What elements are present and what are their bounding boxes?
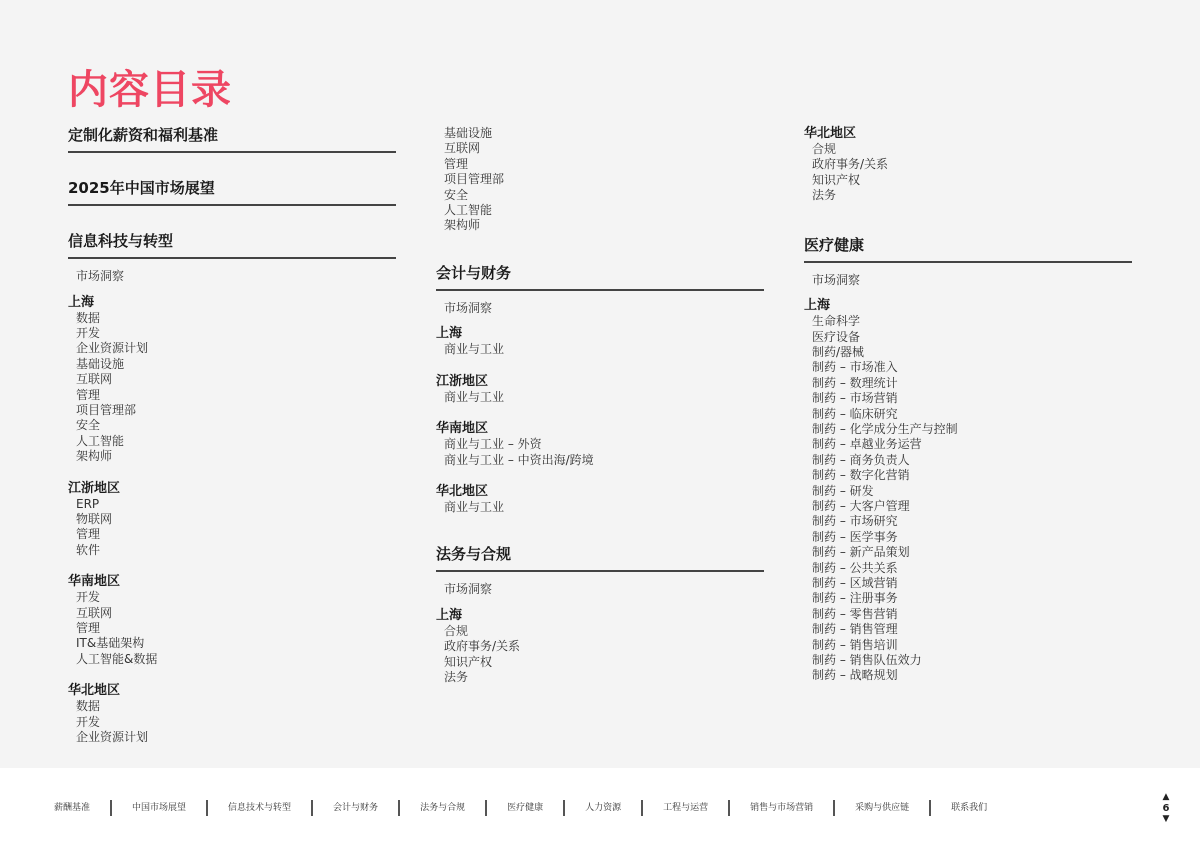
toc-link-item[interactable]: 制药 – 零售营销	[812, 606, 898, 621]
toc-link-item[interactable]: 互联网	[444, 141, 481, 156]
toc-link-item[interactable]: ERP	[76, 496, 100, 511]
footer-nav-link[interactable]: 法务与合规	[400, 800, 487, 816]
section-heading-it[interactable]: 信息科技与转型	[68, 232, 396, 259]
toc-link-market-insight[interactable]: 市场洞察	[444, 300, 493, 315]
page-title: 内容目录	[68, 67, 232, 113]
toc-link-market-insight[interactable]: 市场洞察	[444, 582, 493, 597]
toc-link-item[interactable]: 项目管理部	[444, 172, 505, 187]
footer-nav-link[interactable]: 人力资源	[565, 800, 643, 816]
toc-link-item[interactable]: 架构师	[76, 449, 113, 464]
footer-nav-link[interactable]: 薪酬基准	[34, 800, 112, 816]
region-group	[68, 295, 396, 465]
toc-link-item[interactable]: 商业与工业	[444, 499, 505, 514]
section-heading-accounting[interactable]: 会计与财务	[436, 264, 764, 291]
toc-link-item[interactable]: 制药 – 销售管理	[812, 622, 898, 637]
toc-link-item[interactable]: 制药 – 销售培训	[812, 637, 898, 652]
footer-nav-link[interactable]: 联系我们	[951, 803, 988, 813]
toc-link-item[interactable]: 法务	[812, 188, 837, 203]
toc-link-item[interactable]: 架构师	[444, 218, 481, 233]
region-group	[436, 374, 764, 405]
region-heading: 华南地区	[68, 574, 121, 590]
toc-link-item[interactable]: 数据	[76, 310, 101, 325]
toc-link-item[interactable]: 医疗设备	[812, 329, 861, 344]
page-number: 6	[1162, 803, 1170, 814]
toc-link-item[interactable]: 制药 – 战略规划	[812, 668, 898, 683]
footer-nav-link[interactable]: 工程与运营	[643, 800, 730, 816]
toc-link-item[interactable]: 项目管理部	[76, 402, 137, 417]
toc-link-item[interactable]: 制药 – 新产品策划	[812, 545, 910, 560]
toc-link-item[interactable]: 制药 – 市场营销	[812, 391, 898, 406]
toc-link-item[interactable]: 企业资源计划	[76, 341, 149, 356]
footer-nav-link[interactable]: 销售与市场营销	[730, 800, 835, 816]
region-group	[804, 298, 1132, 684]
region-group	[436, 484, 764, 515]
toc-link-item[interactable]: 制药 – 数字化营销	[812, 468, 910, 483]
region-heading: 江浙地区	[436, 373, 489, 389]
region-heading: 上海	[436, 326, 463, 342]
footer-nav	[34, 800, 1007, 816]
toc-link-item[interactable]: 软件	[76, 542, 101, 557]
section-heading-outlook[interactable]: 2025年中国市场展望	[68, 179, 396, 206]
toc-link-item[interactable]: 开发	[76, 714, 101, 729]
region-heading: 江浙地区	[68, 480, 121, 496]
toc-link-item[interactable]: 管理	[76, 387, 101, 402]
toc-link-item[interactable]: 制药 – 区域营销	[812, 576, 898, 591]
toc-link-item[interactable]: 商业与工业	[444, 389, 505, 404]
page-pager	[1158, 792, 1174, 825]
toc-link-item[interactable]: IT&基础架构	[76, 636, 145, 651]
toc-link-item[interactable]: 制药 – 化学成分生产与控制	[812, 421, 958, 436]
toc-link-item[interactable]: 人工智能&数据	[76, 651, 158, 666]
toc-link-item[interactable]: 安全	[444, 187, 469, 202]
toc-link-item[interactable]: 制药 – 销售队伍效力	[812, 653, 922, 668]
toc-link-item[interactable]: 制药 – 医学事务	[812, 529, 898, 544]
toc-link-item[interactable]: 制药 – 商务负责人	[812, 452, 910, 467]
region-group	[436, 608, 764, 686]
toc-link-item[interactable]: 知识产权	[444, 654, 493, 669]
toc-link-item[interactable]: 制药/器械	[812, 344, 865, 359]
toc-link-item[interactable]: 商业与工业 – 中资出海/跨境	[444, 452, 594, 467]
toc-link-item[interactable]: 开发	[76, 590, 101, 605]
region-heading: 上海	[436, 607, 463, 623]
toc-link-market-insight[interactable]: 市场洞察	[812, 272, 861, 287]
toc-link-item[interactable]: 基础设施	[76, 356, 125, 371]
toc-link-item[interactable]: 制药 – 临床研究	[812, 406, 898, 421]
toc-link-item[interactable]: 制药 – 数理统计	[812, 375, 898, 390]
section-heading-legal[interactable]: 法务与合规	[436, 545, 764, 572]
region-group-continued	[436, 126, 764, 234]
toc-link-item[interactable]: 管理	[444, 156, 469, 171]
footer-nav-link[interactable]: 医疗健康	[487, 800, 565, 816]
toc-link-item[interactable]: 制药 – 市场研究	[812, 514, 898, 529]
region-group	[68, 683, 396, 745]
toc-link-item[interactable]: 开发	[76, 325, 101, 340]
toc-link-item[interactable]: 商业与工业	[444, 342, 505, 357]
toc-link-item[interactable]: 互联网	[76, 372, 113, 387]
toc-link-market-insight[interactable]: 市场洞察	[76, 269, 125, 283]
toc-link-item[interactable]: 互联网	[76, 605, 113, 620]
toc-link-item[interactable]: 生命科学	[812, 314, 861, 329]
toc-link-item[interactable]: 基础设施	[444, 126, 493, 140]
footer-nav-link[interactable]: 中国市场展望	[112, 800, 208, 816]
toc-column-1	[68, 126, 396, 761]
region-group	[436, 326, 764, 357]
toc-link-item[interactable]: 合规	[812, 142, 837, 156]
page-up-icon[interactable]: ▲	[1162, 792, 1170, 802]
toc-link-item[interactable]: 制药 – 公共关系	[812, 560, 898, 575]
footer-nav-link[interactable]: 采购与供应链	[835, 800, 931, 816]
page-down-icon[interactable]: ▼	[1162, 814, 1170, 824]
region-group	[68, 574, 396, 667]
toc-link-item[interactable]: 管理	[76, 527, 101, 542]
toc-column-2	[436, 126, 764, 702]
toc-link-item[interactable]: 安全	[76, 418, 101, 433]
section-heading-benchmark[interactable]: 定制化薪资和福利基准	[68, 126, 396, 153]
toc-link-item[interactable]: 政府事务/关系	[812, 157, 889, 172]
toc-link-item[interactable]: 制药 – 卓越业务运营	[812, 437, 922, 452]
toc-link-item[interactable]: 知识产权	[812, 172, 861, 187]
toc-link-item[interactable]: 人工智能	[444, 203, 493, 218]
region-heading: 上海	[804, 298, 831, 314]
region-group	[804, 126, 1132, 204]
toc-link-item[interactable]: 人工智能	[76, 433, 125, 448]
toc-link-item[interactable]: 制药 – 研发	[812, 483, 874, 498]
toc-link-item[interactable]: 物联网	[76, 511, 113, 526]
section-heading-healthcare[interactable]: 医疗健康	[804, 236, 1132, 263]
footer-bar	[0, 768, 1200, 849]
toc-link-item[interactable]: 商业与工业 – 外资	[444, 437, 542, 452]
toc-link-item[interactable]: 制药 – 市场准入	[812, 360, 898, 375]
toc-link-item[interactable]: 管理	[76, 621, 101, 635]
toc-link-item[interactable]: 政府事务/关系	[444, 639, 521, 654]
toc-column-3	[804, 126, 1132, 700]
region-heading: 华北地区	[436, 483, 489, 499]
toc-link-item[interactable]: 制药 – 注册事务	[812, 591, 898, 606]
toc-link-item[interactable]: 合规	[444, 623, 469, 638]
toc-link-item[interactable]: 企业资源计划	[76, 730, 149, 745]
region-group	[436, 421, 764, 468]
toc-link-item[interactable]: 法务	[444, 670, 469, 685]
footer-nav-link[interactable]: 会计与财务	[313, 800, 400, 816]
toc-link-item[interactable]: 制药 – 大客户管理	[812, 499, 910, 513]
region-heading: 华北地区	[68, 683, 121, 699]
region-heading: 上海	[68, 294, 95, 310]
region-heading: 华南地区	[436, 421, 489, 437]
region-group	[68, 481, 396, 559]
footer-nav-link[interactable]: 信息技术与转型	[208, 800, 313, 816]
region-heading: 华北地区	[804, 126, 857, 141]
toc-link-item[interactable]: 数据	[76, 699, 101, 714]
